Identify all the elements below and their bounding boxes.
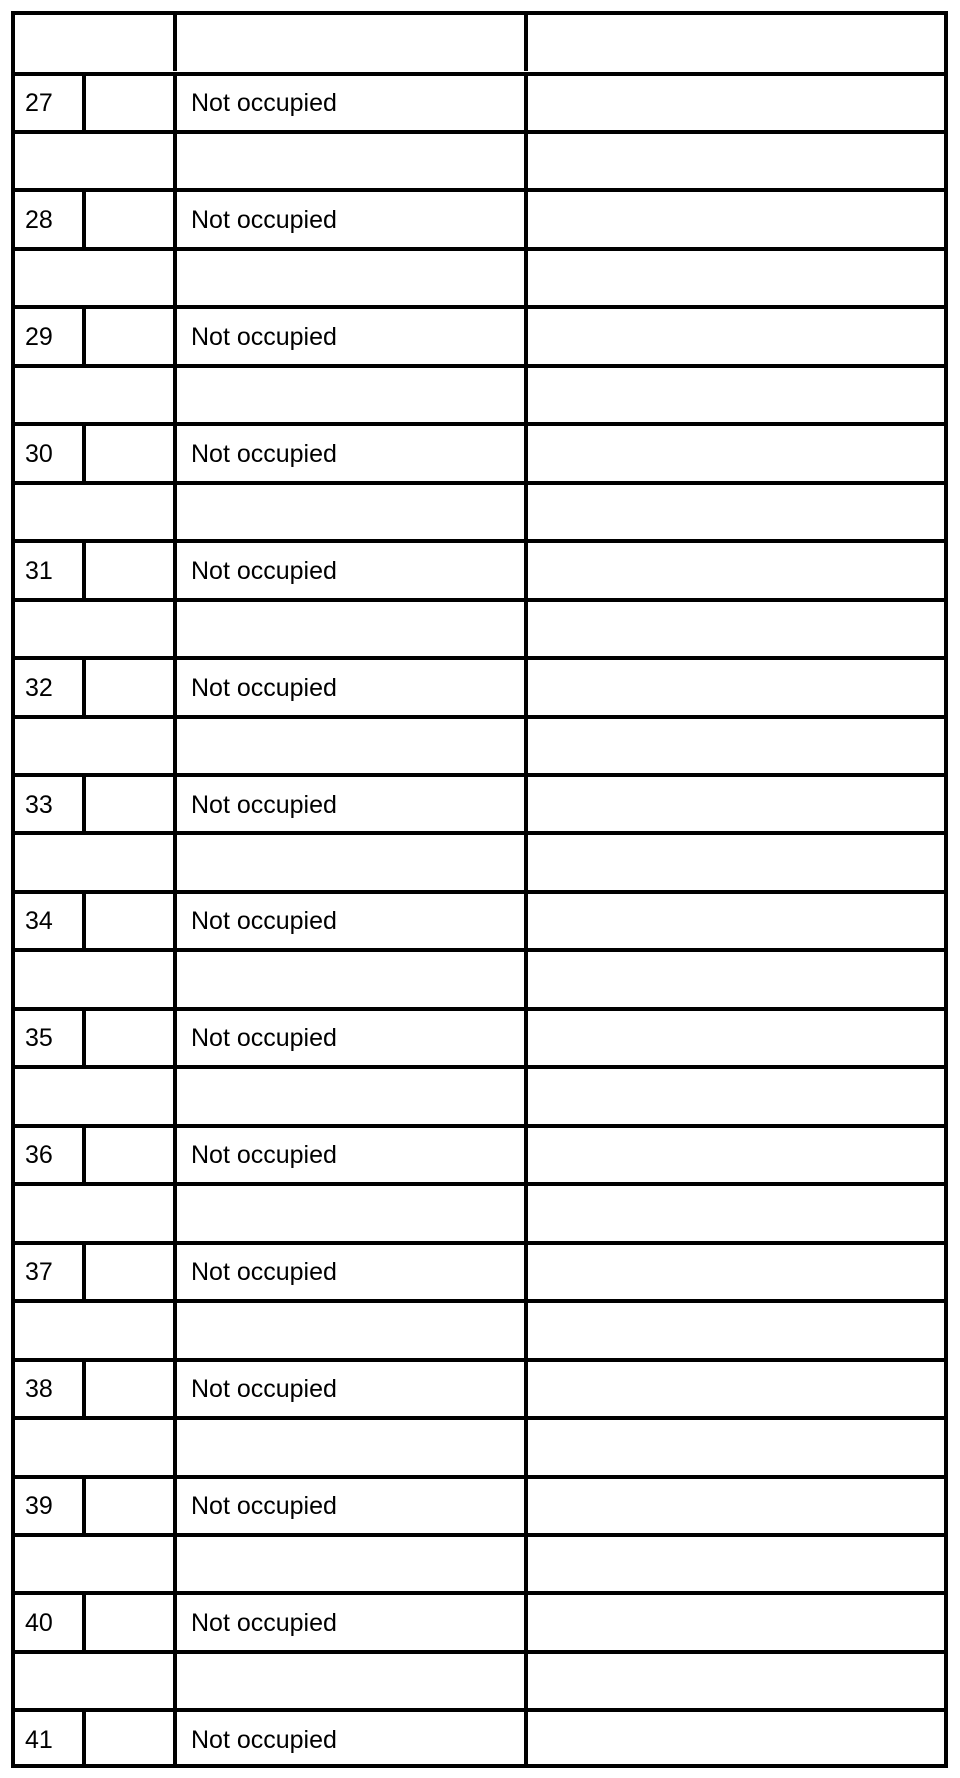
column-divider [173, 1245, 177, 1301]
column-divider [173, 1011, 177, 1067]
column-divider [524, 1011, 528, 1067]
column-divider [173, 660, 177, 716]
column-divider [524, 1069, 528, 1125]
spacer-row [15, 130, 944, 190]
column-divider [524, 1420, 528, 1476]
column-divider [524, 15, 528, 71]
table-row [15, 1007, 944, 1067]
column-divider [173, 777, 177, 833]
row-number: 33 [25, 790, 53, 819]
column-divider [82, 426, 86, 482]
column-divider [173, 952, 177, 1008]
column-divider [82, 543, 86, 599]
row-number: 39 [25, 1492, 53, 1520]
row-number: 31 [25, 556, 53, 585]
column-divider [524, 368, 528, 424]
row-number: 34 [25, 907, 53, 936]
table-row [15, 1124, 944, 1184]
column-divider [173, 1362, 177, 1418]
occupancy-status: Not occupied [191, 1024, 337, 1053]
occupancy-status: Not occupied [191, 1608, 337, 1637]
header-row [15, 15, 944, 71]
column-divider [524, 1303, 528, 1359]
column-divider [524, 1479, 528, 1535]
occupancy-status: Not occupied [191, 673, 337, 702]
column-divider [173, 1712, 177, 1768]
column-divider [524, 1654, 528, 1710]
column-divider [524, 1245, 528, 1301]
column-divider [173, 15, 177, 71]
column-divider [173, 835, 177, 891]
column-divider [524, 251, 528, 307]
column-divider [173, 426, 177, 482]
occupancy-status: Not occupied [191, 1258, 337, 1287]
column-divider [524, 76, 528, 132]
table-row [15, 1358, 944, 1418]
occupancy-status: Not occupied [191, 556, 337, 585]
table-row [15, 1708, 944, 1768]
column-divider [82, 1128, 86, 1184]
row-number: 27 [25, 89, 53, 117]
table-row [15, 539, 944, 599]
column-divider [173, 719, 177, 775]
column-divider [173, 1303, 177, 1359]
column-divider [524, 426, 528, 482]
column-divider [82, 1595, 86, 1651]
table-row [15, 1475, 944, 1535]
spacer-row [15, 1299, 944, 1359]
table-row [15, 188, 944, 248]
row-number: 37 [25, 1258, 53, 1287]
column-divider [82, 777, 86, 833]
column-divider [173, 1479, 177, 1535]
spacer-row [15, 1533, 944, 1593]
column-divider [82, 1245, 86, 1301]
column-divider [524, 719, 528, 775]
table-row [15, 422, 944, 482]
column-divider [173, 1537, 177, 1593]
row-number: 36 [25, 1141, 53, 1170]
column-divider [82, 660, 86, 716]
spacer-row [15, 364, 944, 424]
column-divider [173, 1595, 177, 1651]
row-number: 32 [25, 673, 53, 702]
column-divider [524, 835, 528, 891]
column-divider [82, 1362, 86, 1418]
column-divider [524, 894, 528, 950]
column-divider [524, 660, 528, 716]
column-divider [173, 1069, 177, 1125]
column-divider [173, 134, 177, 190]
column-divider [82, 1011, 86, 1067]
column-divider [173, 1654, 177, 1710]
column-divider [524, 1362, 528, 1418]
occupancy-status: Not occupied [191, 1492, 337, 1520]
column-divider [524, 1537, 528, 1593]
table-row [15, 773, 944, 833]
column-divider [524, 485, 528, 541]
spacer-row [15, 948, 944, 1008]
column-divider [82, 192, 86, 248]
column-divider [524, 952, 528, 1008]
column-divider [82, 76, 86, 132]
spacer-row [15, 1416, 944, 1476]
occupancy-status: Not occupied [191, 322, 337, 351]
spacer-row [15, 1650, 944, 1710]
table-row [15, 305, 944, 365]
table-row [15, 1241, 944, 1301]
spacer-row [15, 1182, 944, 1242]
column-divider [173, 1186, 177, 1242]
row-number: 28 [25, 205, 53, 234]
column-divider [173, 485, 177, 541]
column-divider [524, 602, 528, 658]
column-divider [82, 309, 86, 365]
row-number: 29 [25, 322, 53, 351]
column-divider [173, 1420, 177, 1476]
column-divider [173, 309, 177, 365]
spacer-row [15, 481, 944, 541]
spacer-row [15, 831, 944, 891]
column-divider [173, 543, 177, 599]
occupancy-status: Not occupied [191, 790, 337, 819]
spacer-row [15, 247, 944, 307]
column-divider [173, 368, 177, 424]
column-divider [173, 192, 177, 248]
occupancy-status: Not occupied [191, 1725, 337, 1754]
column-divider [173, 76, 177, 132]
allocation-table [11, 11, 948, 1768]
spacer-row [15, 598, 944, 658]
column-divider [524, 1595, 528, 1651]
table-row [15, 72, 944, 132]
column-divider [173, 602, 177, 658]
row-number: 41 [25, 1725, 53, 1754]
column-divider [524, 543, 528, 599]
spacer-row [15, 1065, 944, 1125]
occupancy-status: Not occupied [191, 1141, 337, 1170]
spacer-row [15, 715, 944, 775]
occupancy-status: Not occupied [191, 439, 337, 468]
column-divider [524, 1712, 528, 1768]
table-row [15, 1591, 944, 1651]
column-divider [524, 309, 528, 365]
row-number: 35 [25, 1024, 53, 1053]
occupancy-status: Not occupied [191, 1375, 337, 1404]
occupancy-status: Not occupied [191, 205, 337, 234]
occupancy-status: Not occupied [191, 89, 337, 117]
table-row [15, 890, 944, 950]
occupancy-status: Not occupied [191, 907, 337, 936]
column-divider [173, 1128, 177, 1184]
column-divider [173, 251, 177, 307]
row-number: 38 [25, 1375, 53, 1404]
column-divider [524, 134, 528, 190]
column-divider [524, 777, 528, 833]
table-row [15, 656, 944, 716]
row-number: 30 [25, 439, 53, 468]
column-divider [173, 894, 177, 950]
row-number: 40 [25, 1608, 53, 1637]
column-divider [82, 1479, 86, 1535]
column-divider [524, 192, 528, 248]
column-divider [524, 1128, 528, 1184]
column-divider [524, 1186, 528, 1242]
column-divider [82, 894, 86, 950]
column-divider [82, 1712, 86, 1768]
